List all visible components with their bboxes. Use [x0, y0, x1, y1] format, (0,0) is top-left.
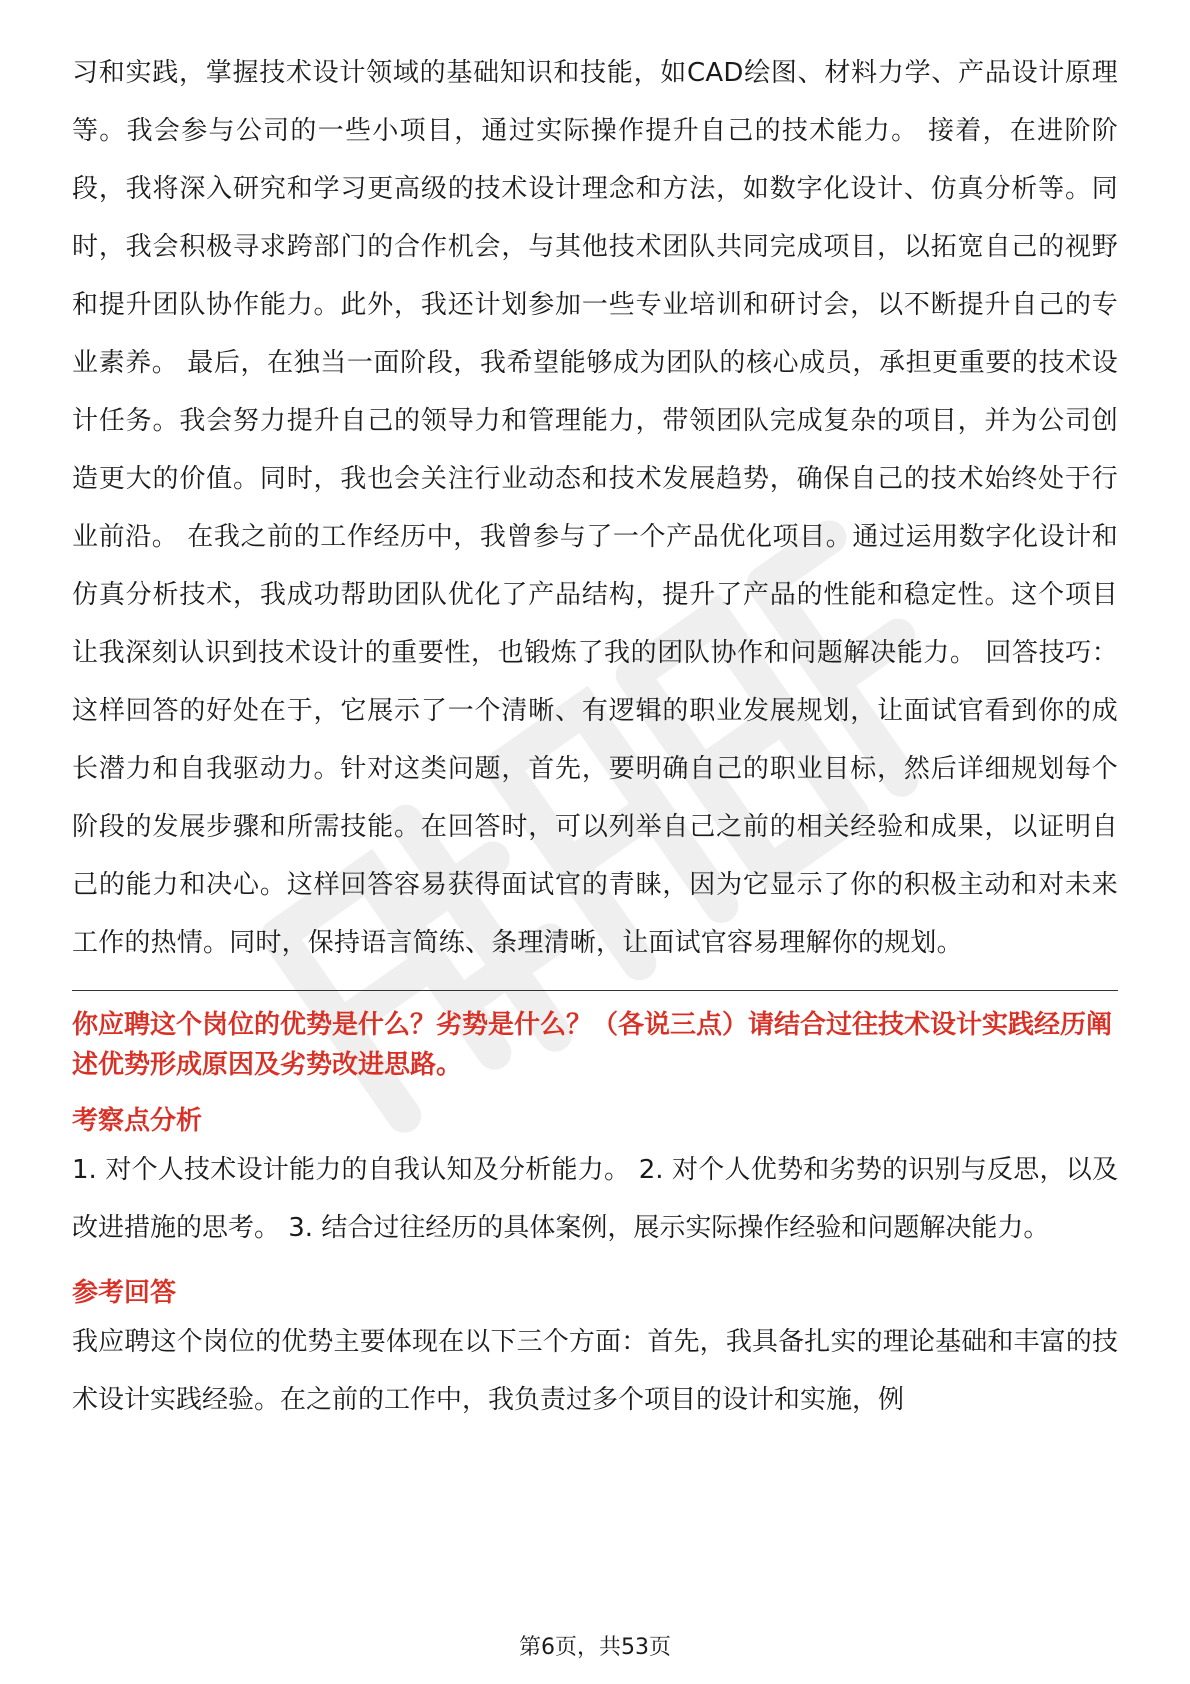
intro-paragraph: 习和实践，掌握技术设计领域的基础知识和技能，如CAD绘图、材料力学、产品设计原理等。我会参与公司的一些小项目，通过实际操作提升自己的技术能力。 接着，在进阶阶段，我将深入研究和学习更高级的技术设计理念和方法，如数字化设计、仿真分析等。同时，我会积极寻求跨部门的合作机会，与其他技术团队共同完成项目，以拓宽自己的视野和提升团队协作能力。此外，我还计划参加一些专业培训和研讨会，以不断提升自己的专业素养。 最后，在独当一面阶段，我希望能够成为团队的核心成员，承担更重要的技术设计任务。我会努力提升自己的领导力和管理能力，带领团队完成复杂的项目，并为公司创造更大的价值。同时，我也会关注行业动态和技术发展趋势，确保自己的技术始终处于行业前沿。 在我之前的工作经历中，我曾参与了一个产品优化项目。通过运用数字化设计和仿真分析技术，我成功帮助团队优化了产品结构，提升了产品的性能和稳定性。这个项目让我深刻认识到技术设计的重要性，也锻炼了我的团队协作和问题解决能力。 回答技巧： 这样回答的好处在于，它展示了一个清晰、有逻辑的职业发展规划，让面试官看到你的成长潜力和自我驱动力。针对这类问题，首先，要明确自己的职业目标，然后详细规划每个阶段的发展步骤和所需技能。在回答时，可以列举自己之前的相关经验和成果，以证明自己的能力和决心。这样回答容易获得面试官的青睐，因为它显示了你的积极主动和对未来工作的热情。同时，保持语言简练、条理清晰，让面试官容易理解你的规划。 [72, 58, 1118, 958]
page-number: 第6页，共53页 [519, 1635, 671, 1660]
interview-question: 你应聘这个岗位的优势是什么？劣势是什么？（各说三点）请结合过往技术设计实践经历阐述优势形成原因及劣势改进思路。 [72, 1010, 1113, 1080]
answer-body: 我应聘这个岗位的优势主要体现在以下三个方面：首先，我具备扎实的理论基础和丰富的技术设计实践经验。在之前的工作中，我负责过多个项目的设计和实施，例 [72, 1327, 1118, 1415]
answer-heading: 参考回答 [72, 1278, 177, 1308]
analysis-body: 1. 对个人技术设计能力的自我认知及分析能力。 2. 对个人优势和劣势的识别与反思，以及改进措施的思考。 3. 结合过往经历的具体案例，展示实际操作经验和问题解决能力。 [72, 1155, 1118, 1243]
analysis-heading: 考察点分析 [72, 1106, 203, 1136]
document-content [72, 44, 1118, 1429]
section-divider [72, 990, 1118, 991]
